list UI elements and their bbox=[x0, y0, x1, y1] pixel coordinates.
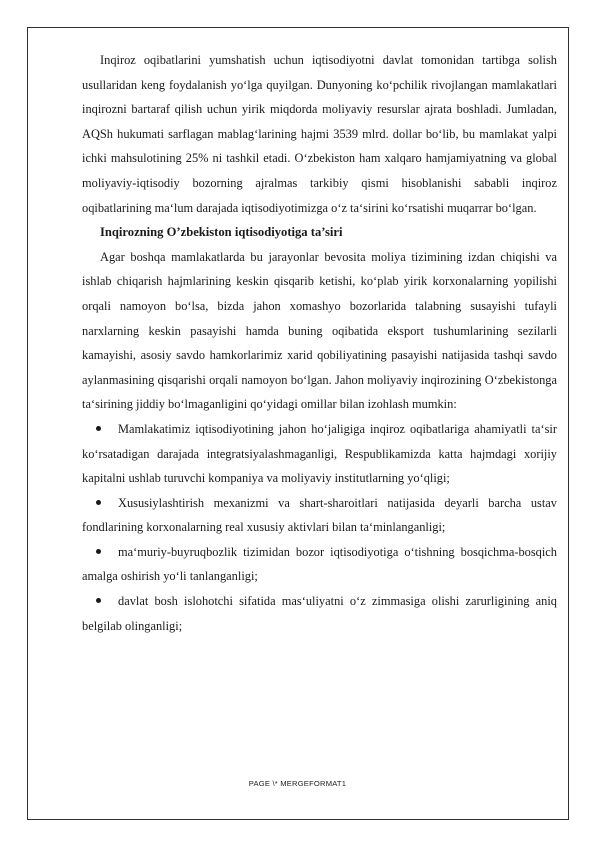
bullet-text: Mamlakatimiz iqtisodiyotining jahon ho‘jaligiga inqiroz oqibatlariga ahamiyatli ta‘sir ko‘rsatadigan darajada integratsiyalashmaganligi, Respublikamizda katta hajmdagi xorijiy kapitalni ushlab turuvchi kompaniya va moliyaviy institutlarning yo‘qligi; bbox=[82, 421, 557, 486]
page-footer: PAGE \* MERGEFORMAT1 bbox=[248, 779, 347, 788]
bullet-item bbox=[82, 417, 557, 491]
section-heading: Inqirozning O’zbekiston iqtisodiyotiga ta’siri bbox=[100, 225, 343, 240]
bullet-text: davlat bosh islohotchi sifatida mas‘uliyatni o‘z zimmasiga olishi zarurligining aniq belgilab olinganligi; bbox=[82, 594, 557, 633]
bullet-icon bbox=[96, 426, 101, 431]
document-body bbox=[82, 48, 557, 638]
bullet-icon bbox=[96, 598, 101, 603]
bullet-icon bbox=[96, 500, 101, 505]
paragraph-impact: Agar boshqa mamlakatlarda bu jarayonlar bevosita moliya tizimining izdan chiqishi va ishlab chiqarish hajmlarining keskin qisqarib ketishi, ko‘plab yirik korxonalarning yopilishi orqali namoyon bo‘lsa, bizda jahon xomashyo bozorlarida talabning susayishi tufayli narxlarning keskin pasayishi hamda buning oqibatida eksport tushumlarining sezilarli kamayishi, asosiy savdo hamkorlarimiz xarid qobiliyatining pasayishi natijasida tashqi savdo aylanmasining qisqarishi orqali namoyon bo‘lgan. Jahon moliyaviy inqirozining O‘zbekistonga ta‘sirining jiddiy bo‘lmaganligini qo‘yidagi omillar bilan izohlash mumkin: bbox=[82, 249, 557, 412]
bullet-item bbox=[82, 491, 557, 540]
bullet-icon bbox=[96, 549, 101, 554]
bullet-item bbox=[82, 589, 557, 638]
bullet-text: Xususiylashtirish mexanizmi va shart-sharoitlari natijasida deyarli barcha ustav fondlarining korxonalarning real xususiy aktivlari bilan ta‘minlanganligi; bbox=[82, 495, 557, 535]
bullet-text: ma‘muriy-buyruqbozlik tizimidan bozor iqtisodiyotiga o‘tishning bosqichma-bosqich amalga oshirish yo‘li tanlanganligi; bbox=[82, 544, 557, 584]
bullet-item bbox=[82, 540, 557, 589]
paragraph-intro: Inqiroz oqibatlarini yumshatish uchun iqtisodiyotni davlat tomonidan tartibga solish usullaridan keng foydalanish yo‘lga quyilgan. Dunyoning ko‘pchilik rivojlangan mamlakatlari inqirozni bartaraf qilish uchun yirik miqdorda moliyaviy resurslar ajrata boshladi. Jumladan, AQSh hukumati sarflagan mablag‘larining hajmi 3539 mlrd. dollar bo‘lib, bu mamlakat yalpi ichki mahsulotining 25% ni tashkil etadi. O‘zbekiston ham xalqaro hamjamiyatning va global moliyaviy-iqtisodiy bozorning ajralmas tarkibiy qismi hisoblanishi sababli inqiroz oqibatlarining ma‘lum darajada iqtisodiyotimizga o‘z ta‘sirini ko‘rsatishi muqarrar bo‘lgan. bbox=[82, 53, 557, 215]
